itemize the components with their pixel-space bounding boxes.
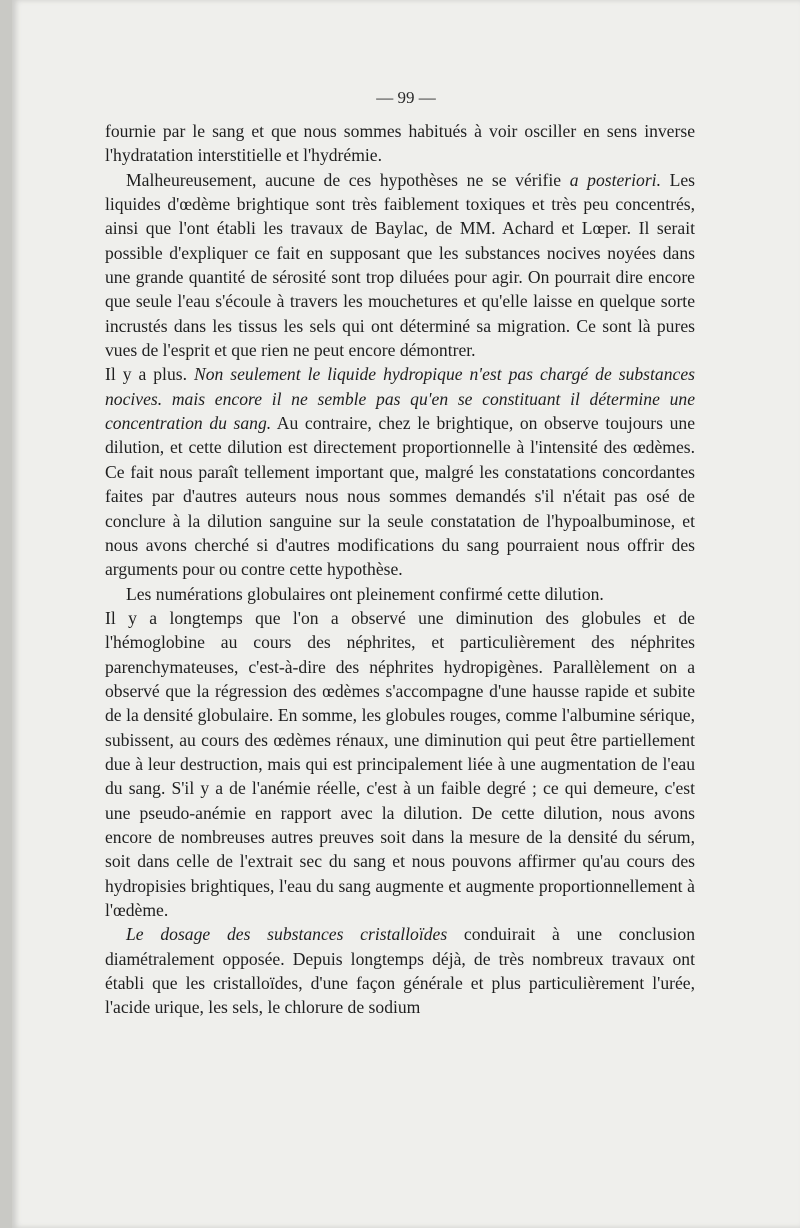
paragraph	[105, 922, 695, 1019]
paragraph	[105, 168, 695, 363]
text-segment: Les liquides d'œdème brightique sont très faiblement toxiques et très peu concentrés, ainsi que l'ont établi les travaux de Baylac, de MM. Achard et Lœper. Il serait possible d'expliquer ce fait en supposant que les substances nocives noyées dans une grande quantité de sérosité sont trop diluées pour agir. On pourrait dire encore que seule l'eau s'écoule à travers les mouchetures et qu'elle laisse en quelque sorte incrustés dans les tissus les sels qui ont déterminé sa migration. Ce sont là pures vues de l'esprit et que rien ne peut encore démontrer.	[105, 169, 696, 361]
body-text	[105, 119, 695, 1020]
text-segment: conduirait à une conclusion diamétralement opposée. Depuis longtemps déjà, de très nombreux travaux ont établi que les cristalloïdes, d'une façon générale et plus particulièrement l'urée, l'acide urique, les sels, le chlorure de sodium	[105, 924, 695, 1018]
book-page	[12, 0, 800, 1228]
text-segment: Les numérations globulaires ont pleinement confirmé cette dilution.	[126, 583, 604, 604]
paragraph	[105, 362, 695, 581]
page-number: — 99 —	[376, 88, 436, 107]
text-segment: Il y a longtemps que l'on a observé une diminution des globules et de l'hémoglobine au cours des néphrites, et particulièrement des néphrites parenchymateuses, c'est-à-dire des néphrites hydropigènes. Parallèlement on a observé que la régression des œdèmes s'accompagne d'une hausse rapide et subite de la densité globulaire. En somme, les globules rouges, comme l'albumine sérique, subissent, au cours des œdèmes rénaux, une diminution qui peut être partiellement due à leur destruction, mais qui est principalement liée à une augmentation de l'eau du sang. S'il y a de l'anémie réelle, c'est à un faible degré ; ce qui demeure, c'est une pseudo-anémie en rapport avec la dilution. De cette dilution, nous avons encore de nombreuses autres preuves soit dans la mesure de la densité du sérum, soit dans celle de l'extrait sec du sang et nous pouvons affirmer qu'au cours des hydropisies brightiques, l'eau du sang augmente et augmente proportionnellement à l'œdème.	[105, 607, 695, 920]
text-segment: Il y a plus.	[105, 364, 194, 385]
paragraph	[105, 119, 695, 168]
paragraph	[105, 606, 695, 922]
text-segment: Au contraire, chez le brightique, on observe toujours une dilution, et cette dilution est directement proportionnelle à l'intensité des œdèmes. Ce fait nous paraît tellement important que, malgré les constatations concordantes faites par d'autres auteurs nous nous sommes demandés s'il n'était pas osé de conclure à la dilution sanguine sur la seule constatation de l'hypoalbuminose, et nous avons cherché si d'autres modifications du sang pourraient nous offrir des arguments pour ou contre cette hypothèse.	[105, 413, 696, 580]
text-segment: fournie par le sang et que nous sommes habitués à voir osciller en sens inverse l'hydratation interstitielle et l'hydrémie.	[105, 121, 695, 166]
italic-segment: Non seulement le liquide hydropique n'est pas chargé de substances nocives. mais encore il ne semble pas qu'en se constituant il détermine une concentration du sang.	[105, 364, 695, 434]
italic-segment: a posteriori.	[569, 169, 661, 190]
text-segment: Malheureusement, aucune de ces hypothèses ne se vérifie	[126, 169, 570, 190]
italic-segment: Le dosage des substances cristalloïdes	[126, 924, 448, 945]
paragraph	[105, 582, 695, 606]
